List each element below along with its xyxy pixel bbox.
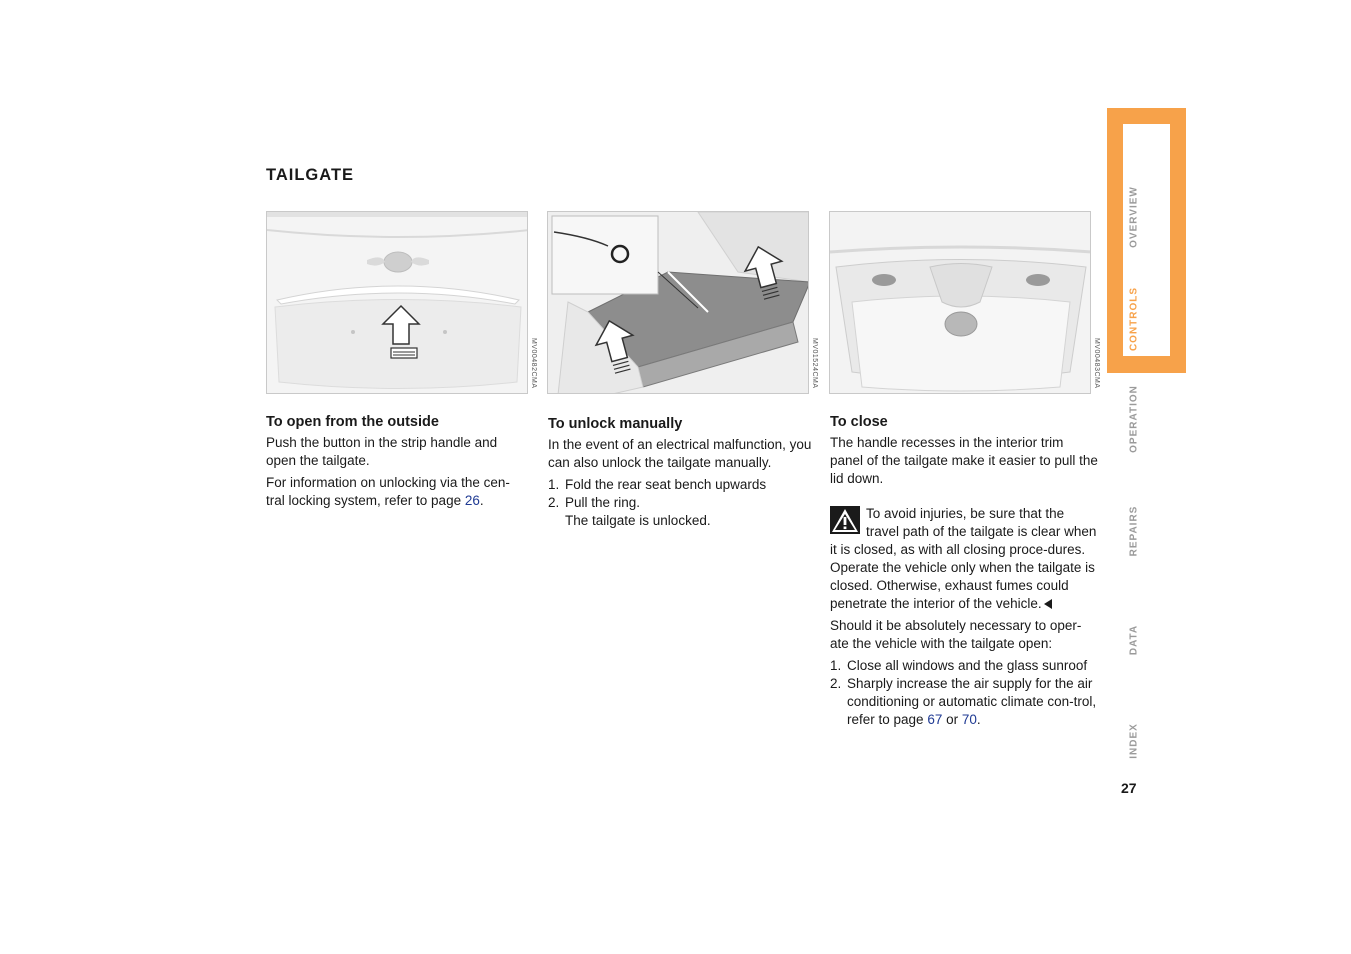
warning-text — [830, 559, 1100, 613]
steps-list — [548, 476, 814, 530]
figure-to-close — [829, 211, 1091, 394]
list-item — [548, 494, 814, 530]
section-title: To close — [830, 414, 888, 430]
step-number: 2. — [830, 676, 842, 691]
step-number: 2. — [548, 495, 560, 510]
tab-index[interactable]: INDEX — [1128, 723, 1140, 759]
section-unlock-manually — [548, 415, 814, 534]
paragraph-text: For information on unlocking via the cen-tral locking system, refer to page — [266, 475, 510, 508]
step-text-end: . — [976, 712, 981, 727]
paragraph: Push the button in the strip handle and open the tailgate. — [266, 435, 498, 468]
step-text: Sharply increase the air supply for the air conditioning or automatic climate con-trol, refer to page — [847, 676, 1097, 727]
warning-triangle-icon — [830, 506, 860, 534]
section-to-close — [830, 413, 1100, 733]
up-arrow-icon — [379, 304, 423, 360]
paragraph-end: . — [479, 493, 484, 508]
tab-operation[interactable]: OPERATION — [1128, 385, 1140, 453]
paragraph: The handle recesses in the interior trim panel of the tailgate make it easier to pull the lid down. — [830, 435, 1098, 486]
paragraph: In the event of an electrical malfunction, you can also unlock the tailgate manually. — [548, 437, 812, 470]
figure-unlock-manually — [547, 211, 809, 394]
step-text: Close all windows and the glass sunroof — [847, 658, 1088, 673]
page-link[interactable]: 70 — [961, 712, 977, 727]
tab-repairs[interactable]: REPAIRS — [1128, 505, 1140, 557]
tab-data[interactable]: DATA — [1128, 624, 1140, 656]
step-result: The tailgate is unlocked. — [565, 513, 711, 528]
paragraph: Should it be absolutely necessary to oper-ate the vehicle with the tailgate open: — [830, 618, 1082, 651]
paragraph — [266, 474, 528, 510]
section-title: To open from the outside — [266, 414, 439, 430]
step-text: Pull the ring. — [565, 495, 641, 510]
warning-text-2: Operate the vehicle only when the tailgate is closed. Otherwise, exhaust fumes could penetrate the interior of the vehicle. — [830, 560, 1095, 611]
section-open-outside — [266, 413, 528, 514]
end-marker-icon — [1044, 599, 1052, 609]
tab-controls[interactable]: CONTROLS — [1128, 286, 1140, 352]
up-arrow-icon — [593, 318, 639, 374]
step-text: Fold the rear seat bench upwards — [565, 477, 767, 492]
figure-code: MV01524CMA — [811, 338, 818, 389]
page-number: 27 — [1121, 780, 1137, 796]
step-number: 1. — [548, 477, 560, 492]
up-arrow-icon — [742, 244, 788, 300]
list-item — [830, 657, 1100, 675]
list-item — [548, 476, 814, 494]
tab-overview[interactable]: OVERVIEW — [1128, 186, 1140, 248]
list-item — [830, 675, 1100, 729]
figure-code: MV00482CMA — [530, 338, 537, 389]
warning-block — [830, 505, 1100, 613]
page-title: TAILGATE — [266, 166, 355, 184]
page-link[interactable]: 26 — [464, 493, 480, 508]
step-text-mid: or — [942, 712, 962, 727]
figure-tailgate-outside — [266, 211, 528, 394]
page-link[interactable]: 67 — [927, 712, 943, 727]
section-title: To unlock manually — [548, 416, 683, 432]
steps-list — [830, 657, 1100, 729]
step-number: 1. — [830, 658, 842, 673]
figure-code: MV00483CMA — [1093, 338, 1100, 389]
warning-text: To avoid injuries, be sure that the travel path of the tailgate is clear when it is closed, as with all closing proce-dures. — [830, 506, 1097, 557]
